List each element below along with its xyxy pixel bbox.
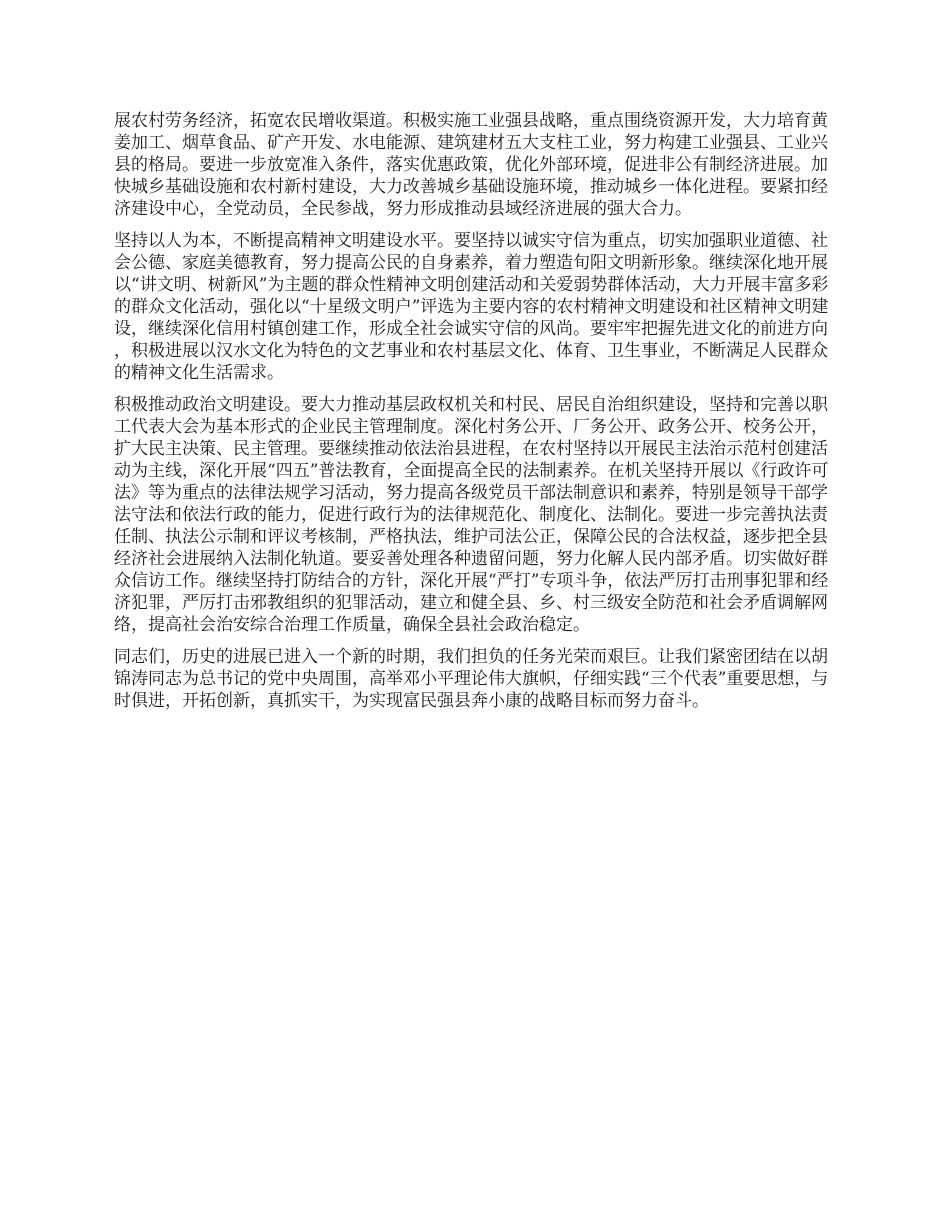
paragraph-1: 展农村劳务经济，拓宽农民增收渠道。积极实施工业强县战略，重点围绕资源开发，大力培育黄姜加工、烟草食品、矿产开发、水电能源、建筑建材五大支柱工业，努力构建工业强县、工业兴县的格局。要进一步放宽准入条件，落实优惠政策，优化外部环境，促进非公有制经济进展。加快城乡基础设施和农村新村建设，大力改善城乡基础设施环境，推动城乡一体化进程。要紧扣经济建设中心，全党动员，全民参战，努力形成推动县域经济进展的强大合力。 (114, 111, 828, 219)
paragraph-2: 坚持以人为本，不断提高精神文明建设水平。要坚持以诚实守信为重点，切实加强职业道德、社会公德、家庭美德教育，努力提高公民的自身素养，着力塑造旬阳文明新形象。继续深化地开展以“讲文明、树新风”为主题的群众性精神文明创建活动和关爱弱势群体活动，大力开展丰富多彩的群众文化活动，强化以“十星级文明户”评选为主要内容的农村精神文明建设和社区精神文明建设，继续深化信用村镇创建工作，形成全社会诚实守信的风尚。要牢牢把握先进文化的前进方向，积极进展以汉水文化为特色的文艺事业和农村基层文化、体育、卫生事业，不断满足人民群众的精神文化生活需求。 (114, 231, 829, 383)
document-body (114, 110, 842, 722)
paragraph-3: 积极推动政治文明建设。要大力推动基层政权机关和村民、居民自治组织建设，坚持和完善以职工代表大会为基本形式的企业民主管理制度。深化村务公开、厂务公开、政务公开、校务公开，扩大民主决策、民主管理。要继续推动依法治县进程，在农村坚持以开展民主法治示范村创建活动为主线，深化开展“四五”普法教育，全面提高全民的法制素养。在机关坚持开展以《行政许可法》等为重点的法律法规学习活动，努力提高各级党员干部法制意识和素养，特别是领导干部学法守法和依法行政的能力，促进行政行为的法律规范化、制度化、法制化。要进一步完善执法责任制、执法公示制和评议考核制，严格执法，维护司法公正，保障公民的合法权益，逐步把全县经济社会进展纳入法制化轨道。要妥善处理各种遗留问题，努力化解人民内部矛盾。切实做好群众信访工作。继续坚持打防结合的方针，深化开展“严打”专项斗争，依法严厉打击刑事犯罪和经济犯罪，严厉打击邪教组织的犯罪活动，建立和健全县、乡、村三级安全防范和社会矛盾调解网络，提高社会治安综合治理工作质量，确保全县社会政治稳定。 (114, 395, 829, 635)
paragraph-4: 同志们，历史的进展已进入一个新的时期，我们担负的任务光荣而艰巨。让我们紧密团结在以胡锦涛同志为总书记的党中央周围，高举邓小平理论伟大旗帜，仔细实践“三个代表”重要思想，与时俱进，开拓创新，真抓实干，为实现富民强县奔小康的战略目标而努力奋斗。 (114, 647, 829, 711)
